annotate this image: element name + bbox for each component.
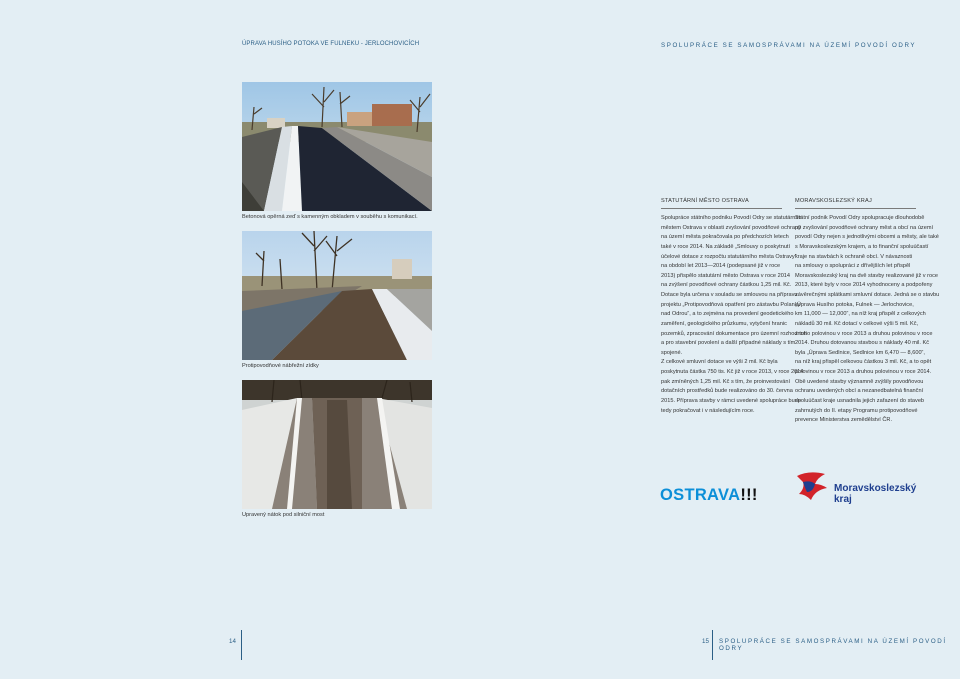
ostrava-section-title: STATUTÁRNÍ MĚSTO OSTRAVA <box>661 198 749 204</box>
text-line: nad Odrou“, a to zejména na provedení geodetického <box>661 311 794 318</box>
ostrava-logo <box>660 486 758 505</box>
text-line: účelové dotace z rozpočtu statutárního města Ostravy“ <box>661 253 797 260</box>
text-line: „Úprava Husího potoka, Fulnek — Jerlochovice, <box>795 301 914 308</box>
photo-bridge-inlet-image <box>242 380 432 509</box>
text-line: povodí Odry nejen s jednotlivými obcemi a městy, ale také <box>795 234 939 241</box>
text-line: na níž kraj přispěl celkovou částkou 3 mil. Kč, a to opět <box>795 359 932 366</box>
text-line: dotačních prostředků bude realizováno do 30. června <box>661 388 793 395</box>
photo-bridge-inlet <box>242 380 432 509</box>
msk-section-text <box>795 214 939 426</box>
header-right-title: SPOLUPRÁCE SE SAMOSPRÁVAMI NA ÚZEMÍ POVODÍ ODRY <box>661 42 917 49</box>
text-line: na zvýšení povodňové ochrany částkou 1,25 mil. Kč. <box>661 282 792 289</box>
text-line: ochranu uvedených obcí a nezanedbatelná finanční <box>795 388 924 395</box>
text-line: městem Ostrava v oblasti zvyšování povodňové ochrany <box>661 224 801 231</box>
caption-retaining-wall: Betonová opěrná zeď s kamenným obkladem v souběhu s komunikací. <box>242 214 418 220</box>
footer-divider-right <box>712 630 713 660</box>
photo-flood-walls-image <box>242 231 432 360</box>
text-line: tedy pokračovat i v následujícím roce. <box>661 407 755 414</box>
text-line: s Moravskoslezským krajem, a to finanční spoluúčastí <box>795 243 929 250</box>
text-line: na smlouvy o spolupráci z dřívějších let přispěl <box>795 263 911 270</box>
text-line: Obě uvedené stavby významně zvýšily povodňovou <box>795 378 924 385</box>
text-line: při zvyšování povodňové ochrany měst a obcí na území <box>795 224 934 231</box>
photo-retaining-wall <box>242 82 432 211</box>
text-line: 2013, které byly v roce 2014 vyhodnoceny a podpořeny <box>795 282 933 289</box>
caption-flood-walls: Protipovodňové nábřežní zídky <box>242 363 319 369</box>
text-line: 2015. Příprava stavby v rámci uvedené spolupráce bude <box>661 397 801 404</box>
text-line: pozemků, zpracování dokumentace pro územní rozhodnutí <box>661 330 807 337</box>
msk-emblem-icon <box>795 470 829 502</box>
text-line: polovinou v roce 2013 a druhou polovinou v roce 2014. <box>795 369 932 375</box>
text-line: Spolupráce státního podniku Povodí Odry se statutárním <box>661 215 802 221</box>
ostrava-logo-exclaim: !!! <box>740 486 758 504</box>
text-line: Státní podnik Povodí Odry spolupracuje dlouhodobě <box>795 215 925 221</box>
header-left-title: ÚPRAVA HUSÍHO POTOKA VE FULNEKU - JERLOCHOVICÍCH <box>242 41 420 47</box>
text-line: zahrnutých do II. etapy Programu protipovodňové <box>795 407 918 414</box>
text-line: Moravskoslezský kraj na dvě stavby realizované již v roce <box>795 272 939 279</box>
text-line: nákladů 30 mil. Kč dotací v celkové výši 5 mil. Kč, <box>795 320 919 327</box>
footer-divider-left <box>241 630 242 660</box>
page-number-right: 15 <box>702 638 709 645</box>
ostrava-logo-text: OSTRAVA <box>660 486 741 504</box>
text-line: byla „Úprava Sedlnice, Sedlnice km 6,470 — 8,600“, <box>795 349 925 356</box>
caption-bridge-inlet: Upravený nátok pod silniční most <box>242 512 325 518</box>
text-line: z toho polovinou v roce 2013 a druhou polovinou v roce <box>795 330 933 337</box>
text-line: na období let 2013—2014 (podepsané již v roce <box>661 263 781 270</box>
page-number-left: 14 <box>229 638 236 645</box>
msk-section-rule <box>795 208 916 209</box>
text-line: spojené. <box>661 349 683 356</box>
photo-flood-walls <box>242 231 432 360</box>
text-line: spoluúčast kraje usnadnila jejich zařazení do staveb <box>795 397 925 404</box>
ostrava-section-rule <box>661 208 782 209</box>
photo-retaining-wall-image <box>242 82 432 211</box>
text-line: Z celkové smluvní dotace ve výši 2 mil. Kč byla <box>661 359 778 366</box>
msk-logo-text <box>834 483 916 505</box>
msk-section-title: MORAVSKOSLEZSKÝ KRAJ <box>795 198 872 204</box>
text-line: kraje na stavbách k ochraně obcí. V návaznosti <box>795 253 913 260</box>
text-line: také v roce 2014. Na základě „Smlouvy o poskytnutí <box>661 243 791 250</box>
text-line: závěrečnými splátkami smluvní dotace. Jedná se o stavbu <box>795 292 940 298</box>
text-line: km 11,000 — 12,000“, na níž kraj přispěl z celkových <box>795 311 926 318</box>
text-line: poskytnuta částka 750 tis. Kč již v roce 2013, v roce 2014 <box>661 369 804 375</box>
footer-right-title: SPOLUPRÁCE SE SAMOSPRÁVAMI NA ÚZEMÍ POVODÍ ODRY <box>719 638 947 652</box>
text-line: Dotace byla určena v souladu se smlouvou na přípravu <box>661 292 798 298</box>
msk-logo-line1: Moravskoslezský <box>834 483 917 494</box>
text-line: pak zmíněných 1,25 mil. Kč s tím, že proinvestování <box>661 378 791 385</box>
text-line: prevence Ministerstva zemědělství ČR. <box>795 417 892 424</box>
text-line: projektu „Protipovodňová opatření pro zástavbu Polanky <box>661 301 801 308</box>
text-line: a pro stavební povolení a další případné náklady s tím <box>661 340 796 347</box>
ostrava-section-text <box>661 214 807 416</box>
text-line: zaměření, geologického průzkumu, vytyčení hranic <box>661 320 787 327</box>
text-line: 2013) přispělo statutární město Ostrava v roce 2014 <box>661 272 791 279</box>
msk-logo-line2: kraj <box>834 494 852 505</box>
text-line: na území města pokračovala po předchozích letech <box>661 234 789 241</box>
text-line: 2014. Druhou dotovanou stavbou s náklady 40 mil. Kč <box>795 340 930 347</box>
